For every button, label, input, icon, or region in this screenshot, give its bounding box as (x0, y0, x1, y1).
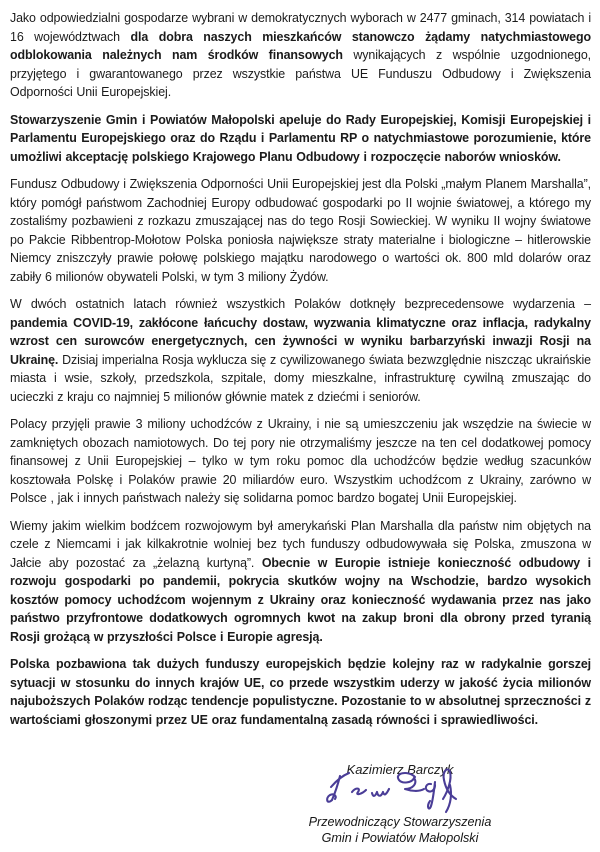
signatory-title-line1: Przewodniczący Stowarzyszenia (308, 815, 492, 829)
paragraph (10, 9, 591, 102)
text-run: Fundusz Odbudowy i Zwiększenia Odporności Unii Europejskiej jest dla Polski „małym Planem Marshalla”, który pomógł państwom Zachodniej Europy odbudować gospodarki po II wojnie światowej, a którego my zostaliśmy pozbawieni z rozkazu zmuszającej nas do tego Rosji Sowieckiej. W wyniku II wojny światowe po Pakcie Ribbentrop-Mołotow Polska poniosła największe straty materialne i biologiczne – hitlerowskie Niemcy zniszczyły prawie połowę polskiego majątku narodowego o wartości ok. 800 mld dolarów oraz zabiły 6 milionów obywateli Polski, w tym 3 miliony Żydów. (10, 177, 591, 284)
signatory-name: Kazimierz Barczyk (346, 762, 454, 777)
text-run: Dzisiaj imperialna Rosja wyklucza się z cywilizowanego świata bezwzględnie niszcząc ukraińskie miasta i wsie, szkoły, przedszkola, szpitale, domy mieszkalne, infrastrukturę cywilną zmuszając do ucieczki z kraju co najmniej 5 milionów głównie matek z dziećmi i seniorów. (10, 352, 591, 404)
text-run: wynikających z wspólnie uzgodnionego, przyjętego i gwarantowanego przez wszystkie państwa UE Funduszu Odbudowy i Zwiększenia Odporności Unii Europejskiej. (10, 48, 591, 99)
text-run: Polacy przyjęli prawie 3 miliony uchodźców z Ukrainy, i nie są umieszczeniu jak wszędzie na świecie w zamkniętych obozach namiotowych. Do tej pory nie otrzymaliśmy jeszcze na ten cel dodatkowej pomocy finansowej z Unii Europejskiej – tylko w tym roku pomoc dla uchodźców będzie według szacunków kosztowała Polskę i Polaków prawie 20 miliardów euro. Wszystkim uchodźcom z Ukrainy, zarówno w Polsce , jak i innych państwach należy się solidarna pomoc bardzo bogatej Unii Europejskiej. (10, 417, 591, 505)
paragraph (10, 415, 591, 508)
paragraph (10, 175, 591, 286)
text-run: Wiemy jakim wielkim bodźcem rozwojowym był amerykański Plan Marshalla dla państw nim objętych na czele z Niemcami i jak kilkakrotnie wolniej bez tych funduszy odbudowywała się Polska, zmuszona w Jałcie aby pozostać za „żelazną kurtyną”. (10, 518, 591, 570)
bold-text-run: Polska pozbawiona tak dużych funduszy europejskich będzie kolejny raz w radykalnie gorszej sytuacji w stosunku do innych krajów UE, co przede wszystkim uderzy w jakość życia milionów najuboższych Polaków rodząc tendencje populistyczne. Pozostanie to w absolutnej sprzeczności z wartościami głoszonymi przez UE oraz fundamentalną zasadą równości i sprawiedliwości. (10, 657, 591, 727)
bold-text-run: Obecnie w Europie istnieje konieczność odbudowy i rozwoju gospodarki po pandemii, pokrycia skutków wojny na Wschodzie, bardzo wysokich kosztów pomocy uchodźcom wojennym z Ukrainy oraz konieczność wydawania przez nas jako państwo przyfrontowe dodatkowych ogromnych kwot na zakup broni dla obrony przed tyranią Rosji grożącą w przyszłości Polsce i Europie agresją. (10, 555, 591, 644)
signature-block (272, 762, 528, 846)
bold-text-run: pandemia COVID-19, zakłócone łańcuchy dostaw, wyzwania klimatyczne oraz inflacja, radykalny wzrost cen surowców energetycznych, cen żywności w wyniku barbarzyński inwazji Rosji na Ukrainę. (10, 315, 591, 367)
paragraph (10, 295, 591, 406)
text-run: W dwóch ostatnich latach również wszystkich Polaków dotknęły bezprecedensowe wydarzenia – (10, 297, 591, 311)
paragraph (10, 111, 591, 167)
signatory-title-line2: Gmin i Powiatów Małopolski (321, 831, 479, 845)
paragraph (10, 655, 591, 729)
bold-text-run: Stowarzyszenie Gmin i Powiatów Małopolski apeluje do Rady Europejskiej, Komisji Europejskiej i Parlamentu Europejskiego oraz do Rządu i Parlamentu RP o natychmiastowe porozumienie, które umożliwi akceptację polskiego Krajowego Planu Odbudowy i rozpoczęcie naborów wniosków. (10, 112, 591, 164)
text-run: Jako odpowiedzialni gospodarze wybrani w demokratycznych wyborach w 2477 gminach, 314 powiatach i 16 województwach (10, 11, 591, 44)
document-paragraphs (10, 9, 591, 738)
bold-text-run: dla dobra naszych mieszkańców stanowczo żądamy natychmiastowego odblokowania należnych nam środków finansowych (10, 29, 591, 62)
paragraph (10, 517, 591, 647)
